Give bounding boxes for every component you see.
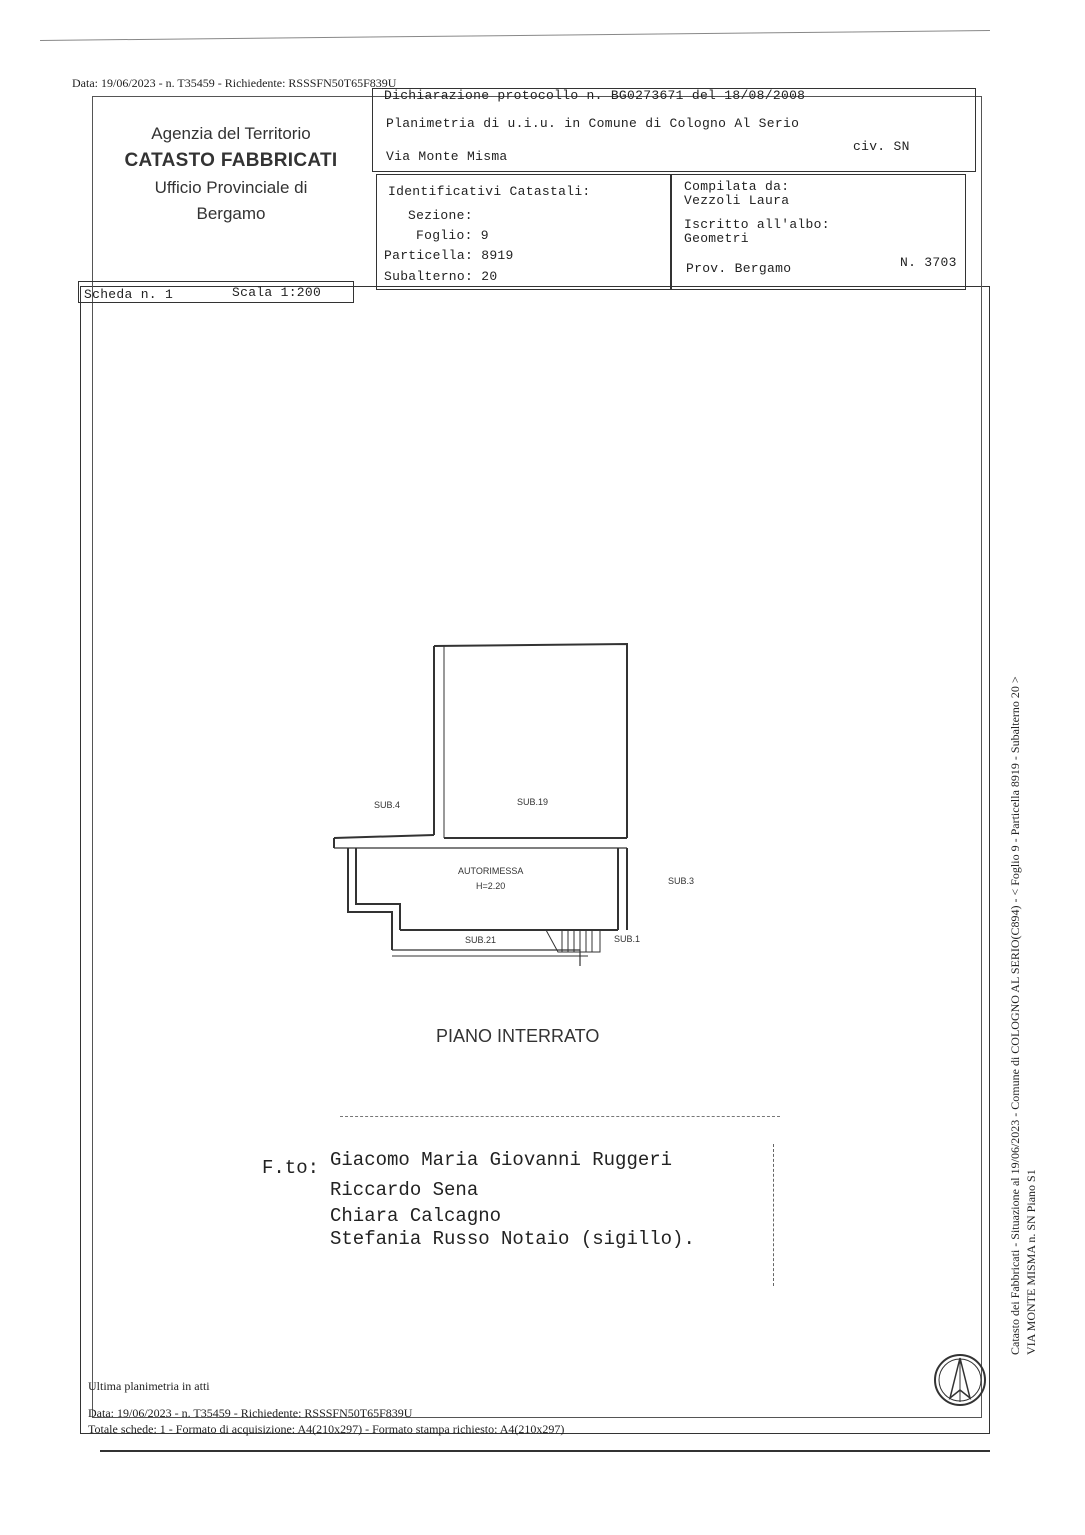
footer-note: Ultima planimetria in atti: [88, 1379, 210, 1393]
office-line2: CATASTO FABBRICATI: [124, 150, 338, 171]
address: Via Monte Misma: [386, 149, 508, 164]
subalterno-value: Subalterno: 20: [384, 269, 498, 284]
particella-value: Particella: 8919: [384, 248, 514, 263]
plan-description: Planimetria di u.i.u. in Comune di Cologno Al Serio: [386, 116, 800, 131]
compiler-number: N. 3703: [900, 255, 957, 270]
albo-label: Iscritto all'albo:: [684, 217, 830, 232]
compiler-label: Compilata da:: [684, 179, 790, 194]
garage-left-inner: [356, 848, 400, 930]
scheda-label: Scheda n. 1: [84, 287, 174, 302]
top-stamp: Data: 19/06/2023 - n. T35459 - Richiedente: RSSSFN50T65F839U: [72, 76, 397, 90]
office-line4: Bergamo: [196, 204, 266, 223]
civic-number: civ. SN: [853, 139, 910, 154]
signature-side-mark: [773, 1144, 775, 1286]
sezione-label: Sezione:: [408, 208, 473, 223]
identifiers-divider: [670, 174, 672, 290]
office-line3: Ufficio Provinciale di: [154, 178, 308, 197]
corridor-bottom: [392, 950, 580, 966]
garage-left-wall: [334, 838, 392, 950]
footer-stamp: Data: 19/06/2023 - n. T35459 - Richiedente: RSSSFN50T65F839U: [88, 1406, 413, 1420]
sub19-wall: [434, 644, 627, 838]
signer-1: Giacomo Maria Giovanni Ruggeri: [330, 1149, 673, 1171]
signer-3: Chiara Calcagno: [330, 1205, 502, 1227]
stairs: [546, 930, 600, 952]
side-caption-line1: Catasto dei Fabbricati - Situazione al 19/06/2023 - Comune di COLOGNO AL SERIO(C894) - < Foglio 9 - Particella 8919 - Subalterno 20 >: [1008, 676, 1022, 1355]
label-sub3: SUB.3: [668, 876, 695, 886]
office-block: [96, 124, 366, 224]
garage-top-wall: [334, 835, 627, 838]
scala-label: Scala 1:200: [232, 285, 322, 300]
floor-name: PIANO INTERRATO: [436, 1026, 600, 1046]
scan-top-line: [40, 30, 990, 41]
foglio-value: Foglio: 9: [416, 228, 489, 243]
label-sub19: SUB.19: [517, 797, 549, 807]
signature-prefix: F.to:: [262, 1157, 320, 1179]
label-room: AUTORIMESSA: [458, 866, 524, 876]
signer-2: Riccardo Sena: [330, 1179, 479, 1201]
label-sub21: SUB.21: [465, 935, 497, 945]
floor-plan: [320, 630, 660, 980]
albo-value: Geometri: [684, 231, 749, 246]
compiler-province: Prov. Bergamo: [686, 261, 792, 276]
declaration-text: Dichiarazione protocollo n. BG0273671 del 18/08/2008: [384, 88, 806, 103]
label-sub4: SUB.4: [374, 800, 401, 810]
signature-separator: [340, 1116, 780, 1117]
label-sub1: SUB.1: [614, 934, 641, 944]
office-line1: Agenzia del Territorio: [151, 124, 311, 143]
side-caption-line2: VIA MONTE MISMA n. SN Piano S1: [1024, 1169, 1038, 1355]
north-arrow-icon: [932, 1352, 988, 1408]
signer-4: Stefania Russo Notaio (sigillo).: [330, 1228, 695, 1250]
label-height: H=2.20: [476, 881, 506, 891]
compiler-name: Vezzoli Laura: [684, 193, 790, 208]
footer-bottom-line: [100, 1450, 990, 1452]
footer-totals: Totale schede: 1 - Formato di acquisizione: A4(210x297) - Formato stampa richiesto: A4(210x297): [88, 1422, 565, 1436]
identifiers-heading: Identificativi Catastali:: [388, 184, 591, 199]
garage-right-wall: [618, 848, 627, 930]
